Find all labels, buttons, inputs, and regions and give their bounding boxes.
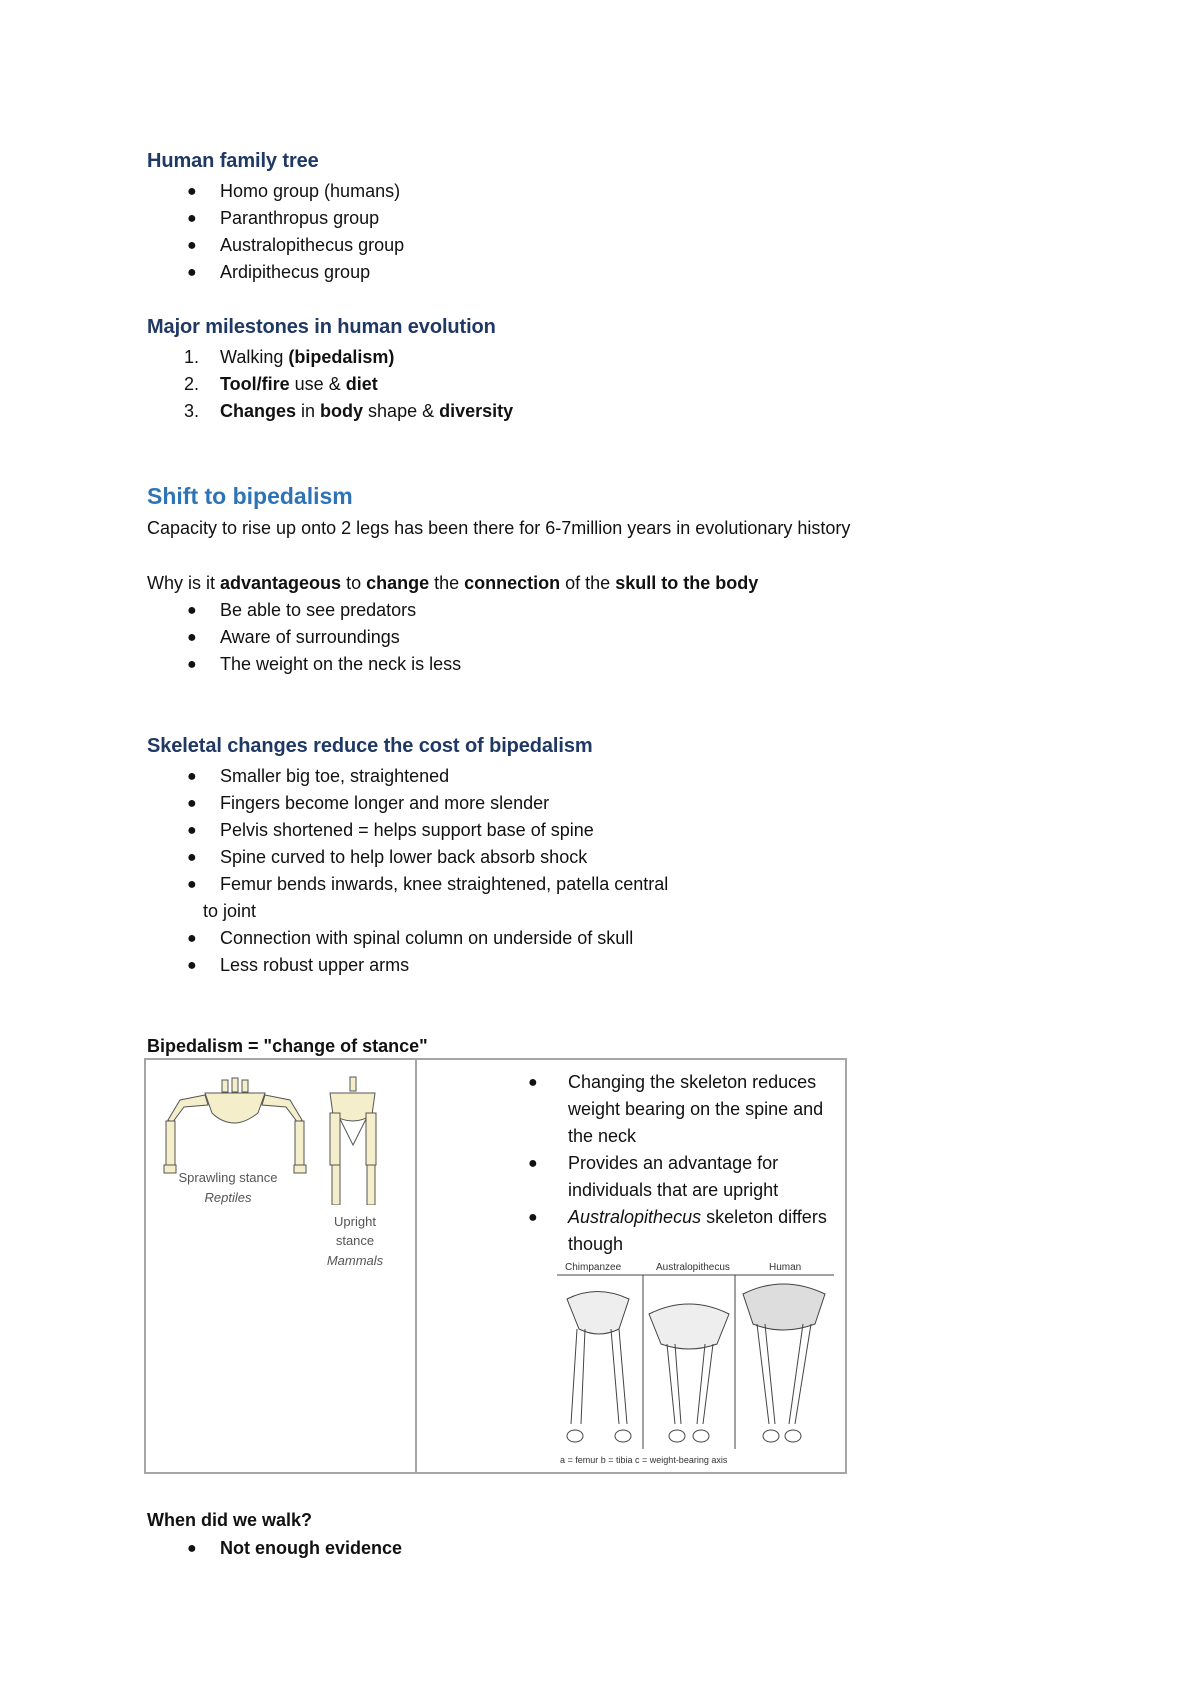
list-item: ● Australopithecus group — [147, 232, 404, 259]
heading-bipedalism-stance: Bipedalism = "change of stance" — [147, 1036, 428, 1056]
col-australopithecus: Australopithecus — [656, 1262, 730, 1273]
walk-list — [147, 1535, 402, 1562]
sprawling-stance-label: Sprawling stance — [178, 1170, 278, 1185]
shift-question-text — [147, 573, 758, 594]
mammals-label: Mammals — [326, 1253, 384, 1268]
bullet-icon: ● — [187, 602, 197, 619]
bullet-icon: ● — [187, 183, 197, 200]
list-item: 1. Walking (bipedalism) — [184, 347, 395, 367]
text-run: shape & — [363, 401, 440, 421]
text-run: change — [366, 573, 430, 593]
hip-comparison-figure — [557, 1274, 834, 1456]
list-item: ● Be able to see predators — [147, 597, 461, 624]
shift-list — [147, 597, 461, 678]
heading-when-did-we-walk: When did we walk? — [147, 1510, 313, 1530]
reptiles-label: Reptiles — [204, 1190, 252, 1205]
text-run: the — [429, 573, 465, 593]
text-run: use & — [289, 374, 346, 394]
bullet-icon: ● — [187, 957, 197, 974]
list-item: ● Smaller big toe, straightened — [147, 763, 673, 790]
list-item — [528, 1150, 838, 1204]
shift-intro-text: Capacity to rise up onto 2 legs has been there for 6-7million years in evolutionary history — [147, 518, 851, 538]
text-run: in — [296, 401, 321, 421]
upright-label: Upright — [334, 1214, 376, 1229]
bullet-icon: ● — [528, 1209, 538, 1226]
list-item: ● Ardipithecus group — [147, 259, 404, 286]
text-run: advantageous — [220, 573, 342, 593]
heading-major-milestones: Major milestones in human evolution — [147, 316, 496, 338]
text-run: Australopithecus — [568, 1207, 702, 1227]
text-run: Changes — [220, 401, 297, 421]
rich-text — [220, 401, 513, 421]
stance-label: stance — [335, 1233, 375, 1248]
text-run: Tool/fire — [220, 374, 290, 394]
text-run: Why is it — [147, 573, 221, 593]
col-chimpanzee: Chimpanzee — [565, 1262, 622, 1273]
list-item: ● Homo group (humans) — [147, 178, 404, 205]
heading-human-family-tree: Human family tree — [147, 150, 319, 172]
rich-text — [220, 347, 394, 367]
text-run: to — [341, 573, 367, 593]
list-item: ● Spine curved to help lower back absorb shock — [147, 844, 673, 871]
list-item: 3. Changes in body shape & diversity — [184, 401, 514, 421]
heading-shift-to-bipedalism: Shift to bipedalism — [147, 483, 353, 509]
stance-skeleton-figure — [160, 1075, 410, 1205]
family-tree-list — [147, 178, 404, 286]
text-run: Changing the skeleton reduces weight bearing on the spine and the neck — [568, 1072, 824, 1146]
bullet-icon: ● — [187, 1540, 197, 1557]
milestones-list — [147, 344, 513, 425]
bullet-icon: ● — [187, 930, 197, 947]
text-run: (bipedalism) — [288, 347, 395, 367]
text-run: skull to the body — [615, 573, 759, 593]
list-item — [528, 1069, 838, 1150]
list-item: ● Less robust upper arms — [147, 952, 673, 979]
heading-skeletal-changes: Skeletal changes reduce the cost of bipedalism — [147, 735, 593, 757]
bullet-icon: ● — [187, 264, 197, 281]
col-human: Human — [769, 1262, 802, 1273]
text-run: diversity — [439, 401, 514, 421]
bullet-icon: ● — [187, 849, 197, 866]
text-run: Provides an advantage for individuals that are upright — [568, 1153, 779, 1200]
text-run: body — [320, 401, 364, 421]
table-divider — [415, 1060, 417, 1472]
list-item: ● Fingers become longer and more slender — [147, 790, 673, 817]
bullet-icon: ● — [187, 795, 197, 812]
skeletal-list — [147, 763, 673, 979]
list-item: ● Pelvis shortened = helps support base of spine — [147, 817, 673, 844]
bullet-icon: ● — [187, 656, 197, 673]
text-run: connection — [464, 573, 561, 593]
rich-text — [220, 374, 378, 394]
list-item — [528, 1204, 838, 1258]
bullet-icon: ● — [187, 768, 197, 785]
hip-figure-caption: a = femur b = tibia c = weight-bearing axis — [560, 1455, 728, 1465]
list-item: ● Paranthropus group — [147, 205, 404, 232]
list-item: ● Not enough evidence — [147, 1535, 402, 1562]
list-item: ● Aware of surroundings — [147, 624, 461, 651]
bullet-icon: ● — [187, 629, 197, 646]
bullet-icon: ● — [528, 1155, 538, 1172]
text-run: skeleton differs though — [568, 1207, 827, 1254]
list-item: ● Femur bends inwards, knee straightened, patella central to joint — [147, 871, 673, 925]
bullet-icon: ● — [187, 876, 197, 893]
text-run: diet — [345, 374, 378, 394]
stance-right-list — [528, 1069, 838, 1258]
bullet-icon: ● — [187, 237, 197, 254]
bullet-icon: ● — [528, 1074, 538, 1091]
text-run: of the — [560, 573, 616, 593]
bullet-icon: ● — [187, 822, 197, 839]
list-item: ● Connection with spinal column on underside of skull — [147, 925, 673, 952]
list-item: 2. Tool/fire use & diet — [184, 374, 378, 394]
bullet-icon: ● — [187, 210, 197, 227]
text-run: Walking — [220, 347, 289, 367]
list-item: ● The weight on the neck is less — [147, 651, 461, 678]
